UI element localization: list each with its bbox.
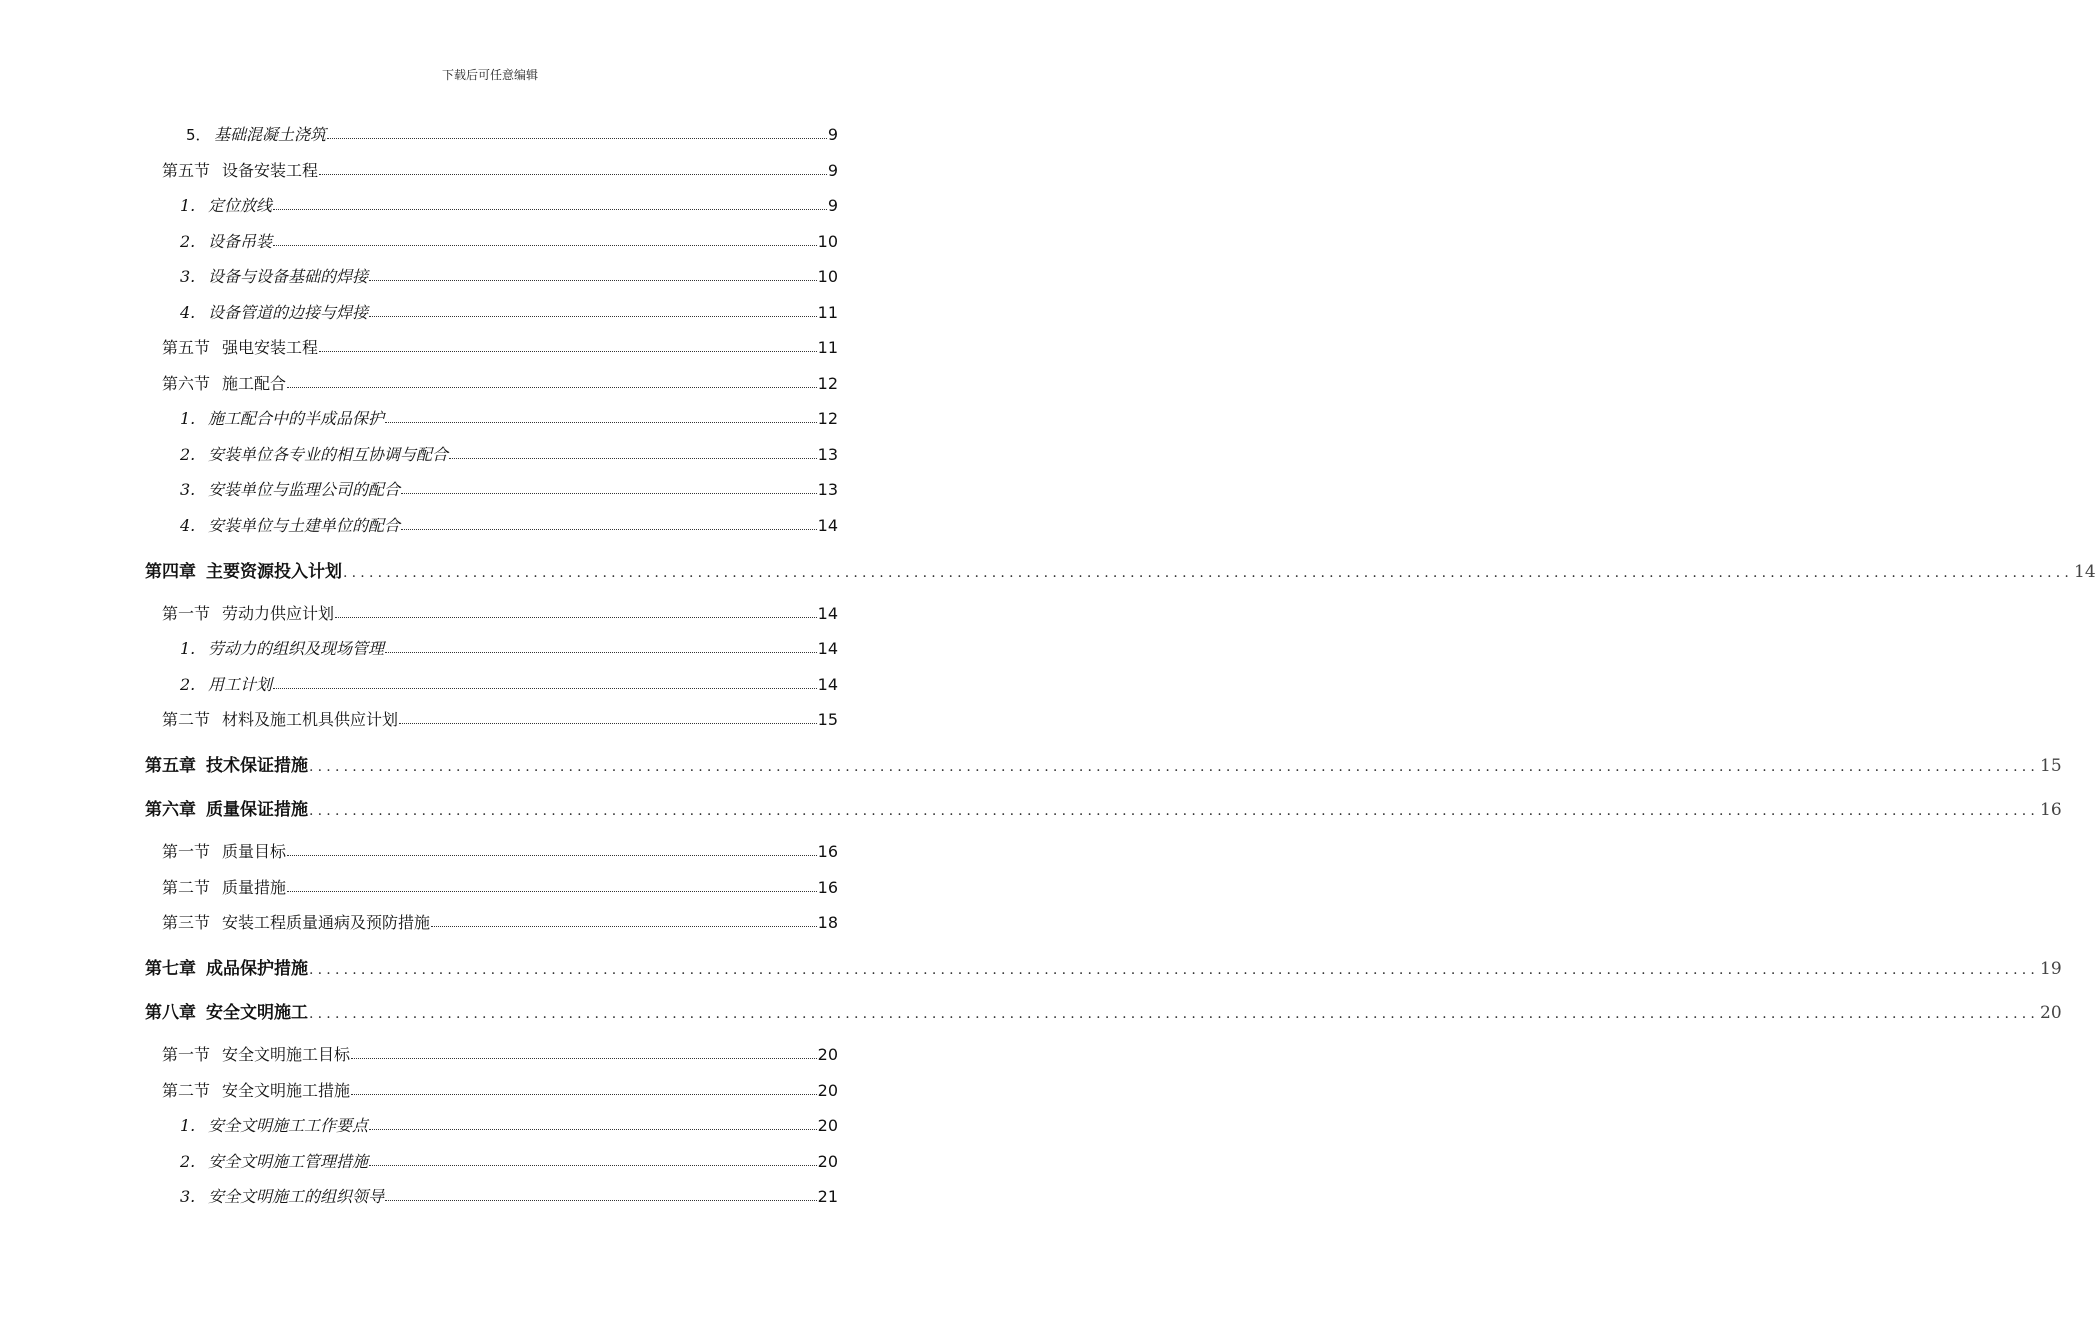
toc-entry-number: 1.	[180, 409, 196, 428]
toc-entry-title: 主要资源投入计划	[206, 561, 342, 582]
toc-dot-leader	[431, 926, 817, 927]
toc-dot-leader	[369, 280, 817, 281]
toc-entry-item[interactable]	[180, 264, 838, 287]
toc-entry-number: 1.	[180, 1116, 196, 1135]
toc-entry-page-number: 10	[817, 267, 838, 286]
toc-entry-number: 第三节	[162, 913, 211, 932]
toc-entry-number: 4.	[180, 302, 196, 322]
toc-entry-title: 安装工程质量通病及预防措施	[222, 913, 431, 932]
toc-entry-number: 3.	[180, 1187, 196, 1206]
toc-dot-leader	[369, 1129, 817, 1130]
toc-dot-leader	[385, 1200, 817, 1201]
toc-entry-page-number: 20	[817, 1045, 838, 1064]
toc-entry-title: 技术保证措施	[206, 756, 308, 776]
toc-entry-number: 第一节	[162, 603, 211, 623]
toc-entry-number: 第五节	[162, 160, 211, 180]
toc-entry-number: 第二节	[162, 710, 211, 729]
toc-dot-leader	[369, 316, 817, 317]
toc-entry-section[interactable]	[162, 601, 838, 624]
toc-entry-number: 第五节	[162, 338, 211, 357]
toc-entry-chapter[interactable]	[145, 751, 2062, 776]
toc-entry-item[interactable]	[180, 406, 838, 429]
toc-entry-title: 劳动力的组织及现场管理	[208, 639, 385, 658]
toc-entry-item[interactable]	[180, 193, 838, 216]
toc-entry-title: 设备安装工程	[222, 160, 319, 180]
toc-entry-item[interactable]	[180, 513, 838, 536]
toc-entry-page-number: 16	[2040, 800, 2062, 820]
toc-entry-item[interactable]	[180, 300, 838, 323]
toc-entry-title: 安装单位与土建单位的配合	[208, 515, 401, 535]
toc-entry-title: 质量措施	[222, 877, 287, 897]
toc-entry-number: 第六节	[162, 373, 211, 393]
toc-entry-title: 定位放线	[208, 196, 273, 215]
toc-entry-number: 第六章	[145, 800, 196, 820]
toc-entry-title: 安全文明施工管理措施	[208, 1151, 369, 1171]
toc-dot-leader	[399, 723, 817, 724]
toc-entry-page-number: 15	[2040, 756, 2062, 776]
toc-entry-section[interactable]	[162, 335, 838, 358]
toc-entry-title: 成品保护措施	[206, 959, 308, 979]
toc-entry-title: 设备吊装	[208, 231, 273, 251]
toc-entry-number: 3.	[180, 480, 196, 499]
toc-entry-page-number: 14	[817, 603, 838, 623]
toc-entry-title: 设备与设备基础的焊接	[208, 267, 369, 286]
toc-entry-number: 第二节	[162, 1080, 211, 1100]
toc-dot-leader	[273, 688, 817, 689]
toc-entry-page-number: 15	[817, 710, 838, 729]
toc-dot-leader	[273, 245, 817, 246]
toc-entry-title: 质量目标	[222, 842, 287, 861]
toc-entry-number: 3.	[180, 267, 196, 286]
toc-entry-page-number: 20	[2040, 1003, 2062, 1023]
toc-dot-leader	[369, 1165, 817, 1166]
toc-entry-item[interactable]	[180, 636, 838, 659]
toc-entry-title: 用工计划	[208, 674, 273, 694]
toc-entry-chapter[interactable]	[145, 998, 2062, 1023]
toc-entry-section[interactable]	[162, 1078, 838, 1101]
toc-entry-page-number: 11	[817, 302, 838, 322]
toc-dot-leader	[335, 617, 817, 618]
toc-entry-number: 第二节	[162, 877, 211, 897]
toc-entry-title: 施工配合	[222, 373, 287, 393]
toc-entry-item[interactable]	[180, 672, 838, 695]
toc-entry-number: 2.	[180, 1151, 196, 1171]
toc-dot-leader	[449, 458, 817, 459]
toc-entry-section[interactable]	[162, 158, 838, 181]
toc-entry-section[interactable]	[162, 371, 838, 394]
toc-entry-page-number: 9	[827, 160, 838, 180]
toc-dot-leader: ........................................................................................................................................................................................................	[309, 1006, 2040, 1022]
toc-entry-number: 1.	[180, 639, 196, 658]
toc-entry-title: 安全文明施工目标	[222, 1045, 351, 1064]
toc-entry-page-number: 9	[827, 125, 838, 144]
toc-entry-number: 第五章	[145, 756, 196, 776]
toc-entry-item[interactable]	[180, 477, 838, 500]
toc-entry-page-number: 14	[817, 639, 838, 658]
toc-dot-leader	[319, 351, 817, 352]
toc-dot-leader	[287, 387, 817, 388]
toc-entry-section[interactable]	[162, 839, 838, 862]
toc-entry-number: 第八章	[145, 1003, 196, 1023]
toc-dot-leader	[287, 891, 817, 892]
toc-entry-page-number: 20	[817, 1151, 838, 1171]
toc-entry-section[interactable]	[162, 1042, 838, 1065]
toc-dot-leader	[385, 652, 817, 653]
toc-entry-page-number: 14	[2074, 561, 2096, 582]
toc-dot-leader: ........................................................................................................................................................................................................	[309, 759, 2040, 775]
toc-entry-number: 5．	[186, 126, 211, 144]
toc-entry-number: 第一节	[162, 1045, 211, 1064]
toc-entry-chapter[interactable]	[145, 557, 2096, 582]
toc-dot-leader	[327, 138, 827, 139]
toc-entry-title: 基础混凝土浇筑	[214, 125, 327, 144]
toc-entry-title: 安全文明施工的组织领导	[208, 1187, 385, 1206]
toc-entry-page-number: 9	[827, 196, 838, 215]
toc-dot-leader	[385, 422, 817, 423]
toc-entry-title: 设备管道的边接与焊接	[208, 302, 369, 322]
toc-entry-page-number: 16	[817, 877, 838, 897]
toc-dot-leader	[351, 1058, 817, 1059]
toc-dot-leader: ........................................................................................................................................................................................................	[343, 564, 2074, 581]
toc-entry-page-number: 21	[817, 1187, 838, 1206]
toc-entry-section[interactable]	[162, 707, 838, 730]
toc-entry-title: 施工配合中的半成品保护	[208, 409, 385, 428]
toc-entry-title: 安装单位各专业的相互协调与配合	[208, 444, 449, 464]
toc-entry-title: 材料及施工机具供应计划	[222, 710, 399, 729]
toc-entry-title: 劳动力供应计划	[222, 603, 335, 623]
toc-entry-number: 第一节	[162, 842, 211, 861]
toc-dot-leader	[273, 209, 827, 210]
toc-entry-page-number: 20	[817, 1080, 838, 1100]
toc-entry-chapter[interactable]	[145, 795, 2062, 820]
toc-entry-page-number: 11	[817, 338, 838, 357]
toc-entry-page-number: 14	[817, 515, 838, 535]
toc-entry-title: 安全文明施工措施	[222, 1080, 351, 1100]
toc-entry-title: 质量保证措施	[206, 800, 308, 820]
toc-entry-item[interactable]	[180, 1184, 838, 1207]
toc-entry-item[interactable]	[180, 122, 838, 145]
toc-entry-section[interactable]	[162, 910, 838, 933]
toc-entry-page-number: 13	[817, 480, 838, 499]
toc-entry-item[interactable]	[180, 442, 838, 465]
page-header-note: 下载后可任意编辑	[441, 68, 538, 82]
toc-entry-page-number: 18	[817, 913, 838, 932]
toc-dot-leader	[351, 1094, 817, 1095]
toc-entry-title: 强电安装工程	[222, 338, 319, 357]
toc-entry-section[interactable]	[162, 875, 838, 898]
toc-entry-number: 2.	[180, 674, 196, 694]
toc-entry-title: 安全文明施工	[206, 1003, 308, 1023]
toc-dot-leader	[287, 855, 817, 856]
toc-entry-item[interactable]	[180, 1113, 838, 1136]
toc-entry-page-number: 20	[817, 1116, 838, 1135]
toc-dot-leader	[401, 529, 817, 530]
toc-entry-title: 安全文明施工工作要点	[208, 1116, 369, 1135]
toc-entry-page-number: 12	[817, 373, 838, 393]
toc-entry-number: 2.	[180, 444, 196, 464]
toc-entry-number: 第四章	[145, 561, 196, 582]
toc-entry-page-number: 12	[817, 409, 838, 428]
toc-dot-leader: ........................................................................................................................................................................................................	[309, 962, 2040, 978]
toc-entry-chapter[interactable]	[145, 954, 2062, 979]
toc-entry-page-number: 13	[817, 444, 838, 464]
toc-entry-title: 安装单位与监理公司的配合	[208, 480, 401, 499]
toc-entry-number: 4.	[180, 515, 196, 535]
toc-entry-page-number: 19	[2040, 959, 2062, 979]
toc-entry-item[interactable]	[180, 1149, 838, 1172]
toc-entry-page-number: 16	[817, 842, 838, 861]
toc-entry-page-number: 10	[817, 231, 838, 251]
toc-dot-leader	[401, 493, 817, 494]
toc-entry-number: 第七章	[145, 959, 196, 979]
toc-entry-page-number: 14	[817, 674, 838, 694]
toc-dot-leader: ........................................................................................................................................................................................................	[309, 803, 2040, 819]
toc-entry-number: 1.	[180, 196, 196, 215]
toc-entry-number: 2.	[180, 231, 196, 251]
toc-dot-leader	[319, 174, 827, 175]
toc-entry-item[interactable]	[180, 229, 838, 252]
